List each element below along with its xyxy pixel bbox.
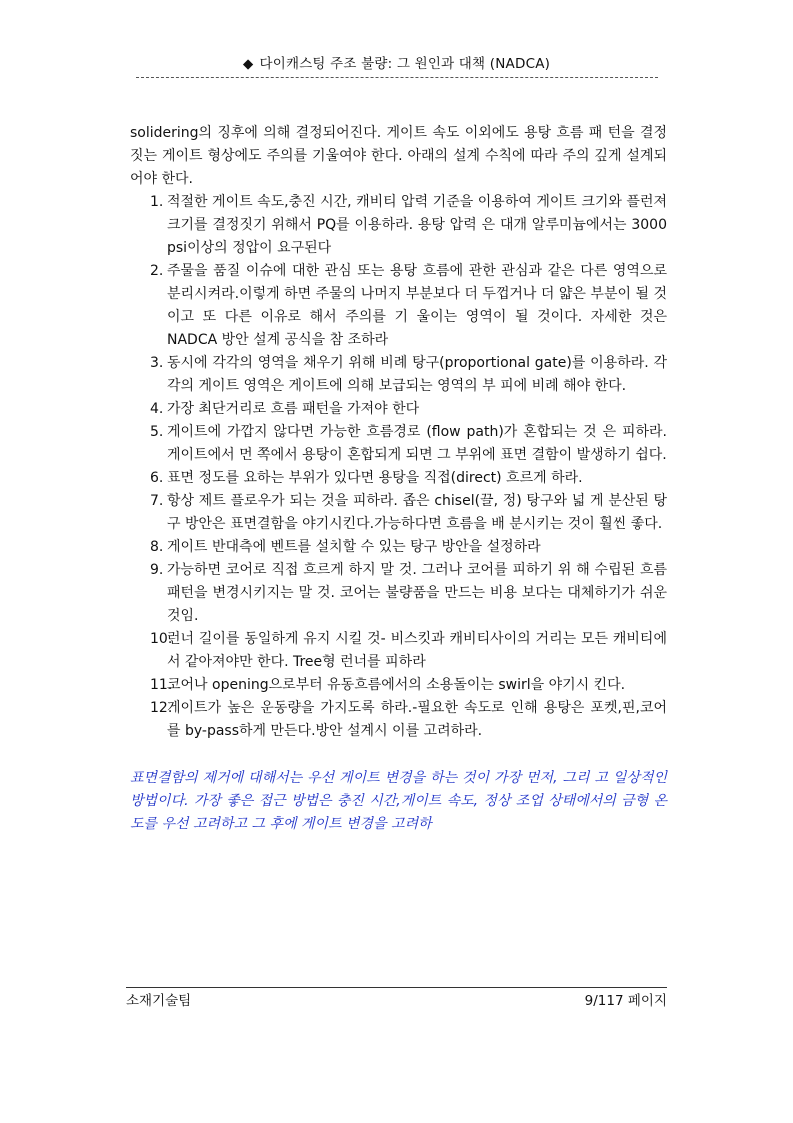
diamond-bullet-icon: ◆ xyxy=(242,56,254,72)
header-divider xyxy=(136,77,658,78)
list-item xyxy=(130,536,667,559)
list-item-number: 12. xyxy=(150,700,173,716)
list-item-number: 9. xyxy=(150,562,164,578)
list-item-number: 2. xyxy=(150,263,164,279)
list-item xyxy=(130,260,667,352)
page-header xyxy=(0,52,793,72)
list-item-text: 가능하면 코어로 직접 흐르게 하지 말 것. 그러나 코어를 피하기 위 해 수립된 흐름 패턴을 변경시키지는 말 것. 코어는 불량품을 만드는 비용 보다는 대체하기가 쉬운 것임. xyxy=(167,562,667,624)
list-item-number: 3. xyxy=(150,355,164,371)
list-item-text: 게이트가 높은 운동량을 가지도록 하라.-필요한 속도로 인해 용탕은 포켓,핀,코어를 by-pass하게 만든다.방안 설계시 이를 고려하라. xyxy=(167,700,667,739)
list-item-text: 표면 정도를 요하는 부위가 있다면 용탕을 직접(direct) 흐르게 하라. xyxy=(167,470,583,486)
list-item xyxy=(130,421,667,467)
list-item xyxy=(130,191,667,260)
list-item xyxy=(130,628,667,674)
list-item xyxy=(130,352,667,398)
list-item-text: 주물을 품질 이슈에 대한 관심 또는 용탕 흐름에 관한 관심과 같은 다른 영역으로 분리시켜라.이렇게 하면 주물의 나머지 부분보다 더 두껍거나 더 얇은 부분이 될 것이고 또 다른 이유로 해서 주의를 기 울이는 영역이 될 것이다. 자세한 것은 NADCA 방안 설계 공식을 참 조하라 xyxy=(167,263,667,348)
list-item-number: 4. xyxy=(150,401,164,417)
list-item xyxy=(130,467,667,490)
list-item-text: 동시에 각각의 영역을 채우기 위해 비례 탕구(proportional gate)를 이용하라. 각각의 게이트 영역은 게이트에 의해 보급되는 영역의 부 피에 비례 해야 한다. xyxy=(167,355,667,394)
header-title: 다이캐스팅 주조 불량: 그 원인과 대책 (NADCA) xyxy=(259,56,551,72)
list-item-number: 11. xyxy=(150,677,173,693)
list-item xyxy=(130,398,667,421)
list-item xyxy=(130,559,667,628)
design-rules-list xyxy=(130,191,667,743)
list-item-text: 항상 제트 플로우가 되는 것을 피하라. 좁은 chisel(끌, 정) 탕구와 넓 게 분산된 탕구 방안은 표면결함을 야기시킨다.가능하다면 흐름을 배 분시키는 것이 훨씬 좋다. xyxy=(167,493,667,532)
list-item-number: 8. xyxy=(150,539,164,555)
list-item-text: 런너 길이를 동일하게 유지 시킬 것- 비스킷과 캐비티사이의 거리는 모든 캐비티에서 같아져야만 한다. Tree형 런너를 피하라 xyxy=(167,631,667,670)
page-footer xyxy=(126,989,667,1009)
footer-page-number: 9/117 페이지 xyxy=(584,993,667,1009)
list-item-number: 7. xyxy=(150,493,164,509)
list-item xyxy=(130,674,667,697)
list-item-text: 게이트 반대측에 벤트를 설치할 수 있는 탕구 방안을 설정하라 xyxy=(167,539,541,555)
footer-divider xyxy=(126,987,667,988)
list-item-text: 적절한 게이트 속도,충진 시간, 캐비티 압력 기준을 이용하여 게이트 크기와 플런져 크기를 결정짓기 위해서 PQ를 이용하라. 용탕 압력 은 대개 알루미늄에서는 3000 psi이상의 정압이 요구된다 xyxy=(167,194,667,256)
surface-defect-note: 표면결함의 제거에 대해서는 우선 게이트 변경을 하는 것이 가장 먼저, 그리 고 일상적인 방법이다. 가장 좋은 접근 방법은 충진 시간,게이트 속도, 정상 조업 상태에서의 금형 온도를 우선 고려하고 그 후에 게이트 변경을 고려하 xyxy=(130,770,667,832)
list-item-number: 1. xyxy=(150,194,164,210)
intro-paragraph: solidering의 징후에 의해 결정되어진다. 게이트 속도 이외에도 용탕 흐름 패 턴을 결정짓는 게이트 형상에도 주의를 기울여야 한다. 아래의 설계 수칙에 따라 주의 깊게 설계되어야 한다. xyxy=(130,125,667,187)
list-item-number: 6. xyxy=(150,470,164,486)
page-body xyxy=(130,122,667,836)
list-item-number: 10. xyxy=(150,631,173,647)
list-item xyxy=(130,490,667,536)
list-item-text: 가장 최단거리로 흐름 패턴을 가져야 한다 xyxy=(167,401,420,417)
list-item-text: 게이트에 가깝지 않다면 가능한 흐름경로 (flow path)가 혼합되는 것 은 피하라. 게이트에서 먼 쪽에서 용탕이 혼합되게 되면 그 부위에 표면 결함이 발생하기 쉽다. xyxy=(167,424,667,463)
list-item-number: 5. xyxy=(150,424,164,440)
list-item-text: 코어나 opening으로부터 유동흐름에서의 소용돌이는 swirl을 야기시 킨다. xyxy=(167,677,626,693)
footer-team-name: 소재기술팀 xyxy=(126,993,192,1009)
list-item xyxy=(130,697,667,743)
